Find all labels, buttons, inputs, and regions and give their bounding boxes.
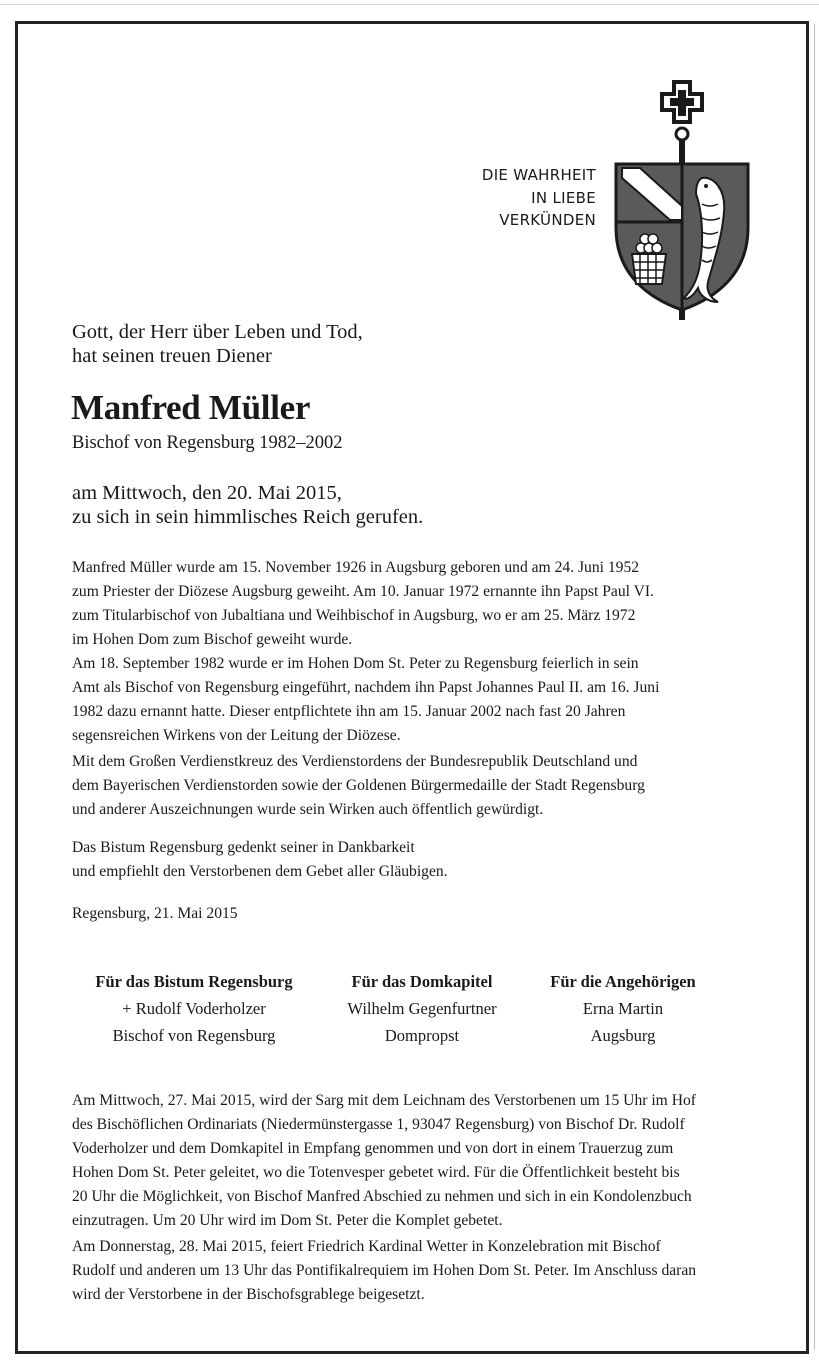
place-date-line: Regensburg, 21. Mai 2015 (72, 905, 238, 922)
biography-paragraph-1 (72, 556, 762, 652)
intro-line: hat seinen treuen Diener (72, 345, 272, 367)
text-line: 1982 dazu ernannt hatte. Dieser entpflichtete ihn am 15. Januar 2002 nach fast 20 Jahren (72, 703, 626, 720)
death-notice (72, 481, 423, 529)
text-line: segensreichen Wirkens von der Leitung der Diözese. (72, 727, 401, 744)
motto-line: DIE WAHRHEIT (481, 166, 596, 184)
text-line: Manfred Müller wurde am 15. November 1926 in Augsburg geboren und am 24. Juni 1952 (72, 559, 640, 576)
intro-line: Gott, der Herr über Leben und Tod, (72, 321, 363, 343)
remembrance-paragraph (72, 836, 762, 884)
signature-cathedral-chapter (318, 968, 526, 1049)
text-line: Mit dem Großen Verdienstkreuz des Verdienstordens der Bundesrepublik Deutschland und (72, 753, 638, 770)
text-line: Voderholzer und dem Domkapitel in Empfang genommen und von dort in einem Trauerzug zum (72, 1140, 674, 1157)
text-line: zum Titularbischof von Jubaltiana und Weihbischof in Augsburg, wo er am 25. März 1972 (72, 607, 636, 624)
deceased-name: Manfred Müller (71, 388, 311, 427)
text-line: Hohen Dom St. Peter geleitet, wo die Totenvesper gebetet wird. Für die Öffentlichkeit besteht bis (72, 1164, 680, 1181)
text-line: einzutragen. Um 20 Uhr wird im Dom St. Peter die Komplet gebetet. (72, 1212, 503, 1229)
bishop-coat-of-arms-icon (610, 78, 754, 326)
text-line: Am Mittwoch, 27. Mai 2015, wird der Sarg mit dem Leichnam des Verstorbenen um 15 Uhr im Hof (72, 1092, 696, 1109)
text-line: zum Priester der Diözese Augsburg geweiht. Am 10. Januar 1972 ernannte ihn Papst Paul VI. (72, 583, 654, 600)
signature-role: Augsburg (590, 1026, 656, 1045)
text-line: und anderer Auszeichnungen wurde sein Wirken auch öffentlich gewürdigt. (72, 801, 544, 818)
signature-relatives (530, 968, 716, 1049)
right-rule (814, 24, 815, 1350)
text-line: Rudolf und anderen um 13 Uhr das Pontifikalrequiem im Hohen Dom St. Peter. Im Anschluss daran (72, 1262, 697, 1279)
text-line: wird der Verstorbene in der Bischofsgrablege beigesetzt. (72, 1286, 425, 1303)
text-line: dem Bayerischen Verdienstorden sowie der Goldenen Bürgermedaille der Stadt Regensburg (72, 777, 645, 794)
text-line: Das Bistum Regensburg gedenkt seiner in Dankbarkeit (72, 839, 415, 856)
text-line: im Hohen Dom zum Bischof geweiht wurde. (72, 631, 353, 648)
text-line: Am Donnerstag, 28. Mai 2015, feiert Friedrich Kardinal Wetter in Konzelebration mit Bischof (72, 1238, 661, 1255)
signature-name: Erna Martin (582, 999, 664, 1018)
motto-line: IN LIEBE (531, 188, 596, 207)
signature-role: Dompropst (384, 1026, 460, 1045)
death-line: am Mittwoch, den 20. Mai 2015, (72, 482, 342, 504)
office-title: Bischof von Regensburg 1982–2002 (72, 433, 343, 453)
death-line: zu sich in sein himmlisches Reich gerufen. (72, 506, 424, 528)
signature-heading: Für das Bistum Regensburg (95, 972, 293, 991)
funeral-schedule-paragraph-1 (72, 1089, 762, 1233)
signature-name: + Rudolf Voderholzer (122, 999, 266, 1018)
text-line: Amt als Bischof von Regensburg eingeführt, nachdem ihn Papst Johannes Paul II. am 16. Juni (72, 679, 660, 696)
signature-diocese (78, 968, 310, 1049)
motto (440, 164, 596, 232)
text-line: Am 18. September 1982 wurde er im Hohen Dom St. Peter zu Regensburg feierlich in sein (72, 655, 639, 672)
text-line: des Bischöflichen Ordinariats (Niedermünstergasse 1, 93047 Regensburg) von Bischof Dr. Rudolf (72, 1116, 685, 1133)
signature-heading: Für das Domkapitel (351, 972, 493, 991)
text-line: und empfiehlt den Verstorbenen dem Gebet aller Gläubigen. (72, 863, 448, 880)
signature-heading: Für die Angehörigen (550, 972, 696, 991)
signature-name: Wilhelm Gegenfurtner (347, 999, 497, 1018)
top-rule (0, 4, 819, 5)
intro-text (72, 320, 363, 368)
funeral-schedule-paragraph-2 (72, 1235, 762, 1307)
signature-role: Bischof von Regensburg (112, 1026, 276, 1045)
text-line: 20 Uhr die Möglichkeit, von Bischof Manfred Abschied zu nehmen und sich in ein Kondolenzbuch (72, 1188, 692, 1205)
biography-paragraph-2 (72, 652, 762, 748)
motto-line: VERKÜNDEN (499, 211, 596, 229)
biography-paragraph-3 (72, 750, 762, 822)
place-date (72, 902, 762, 926)
